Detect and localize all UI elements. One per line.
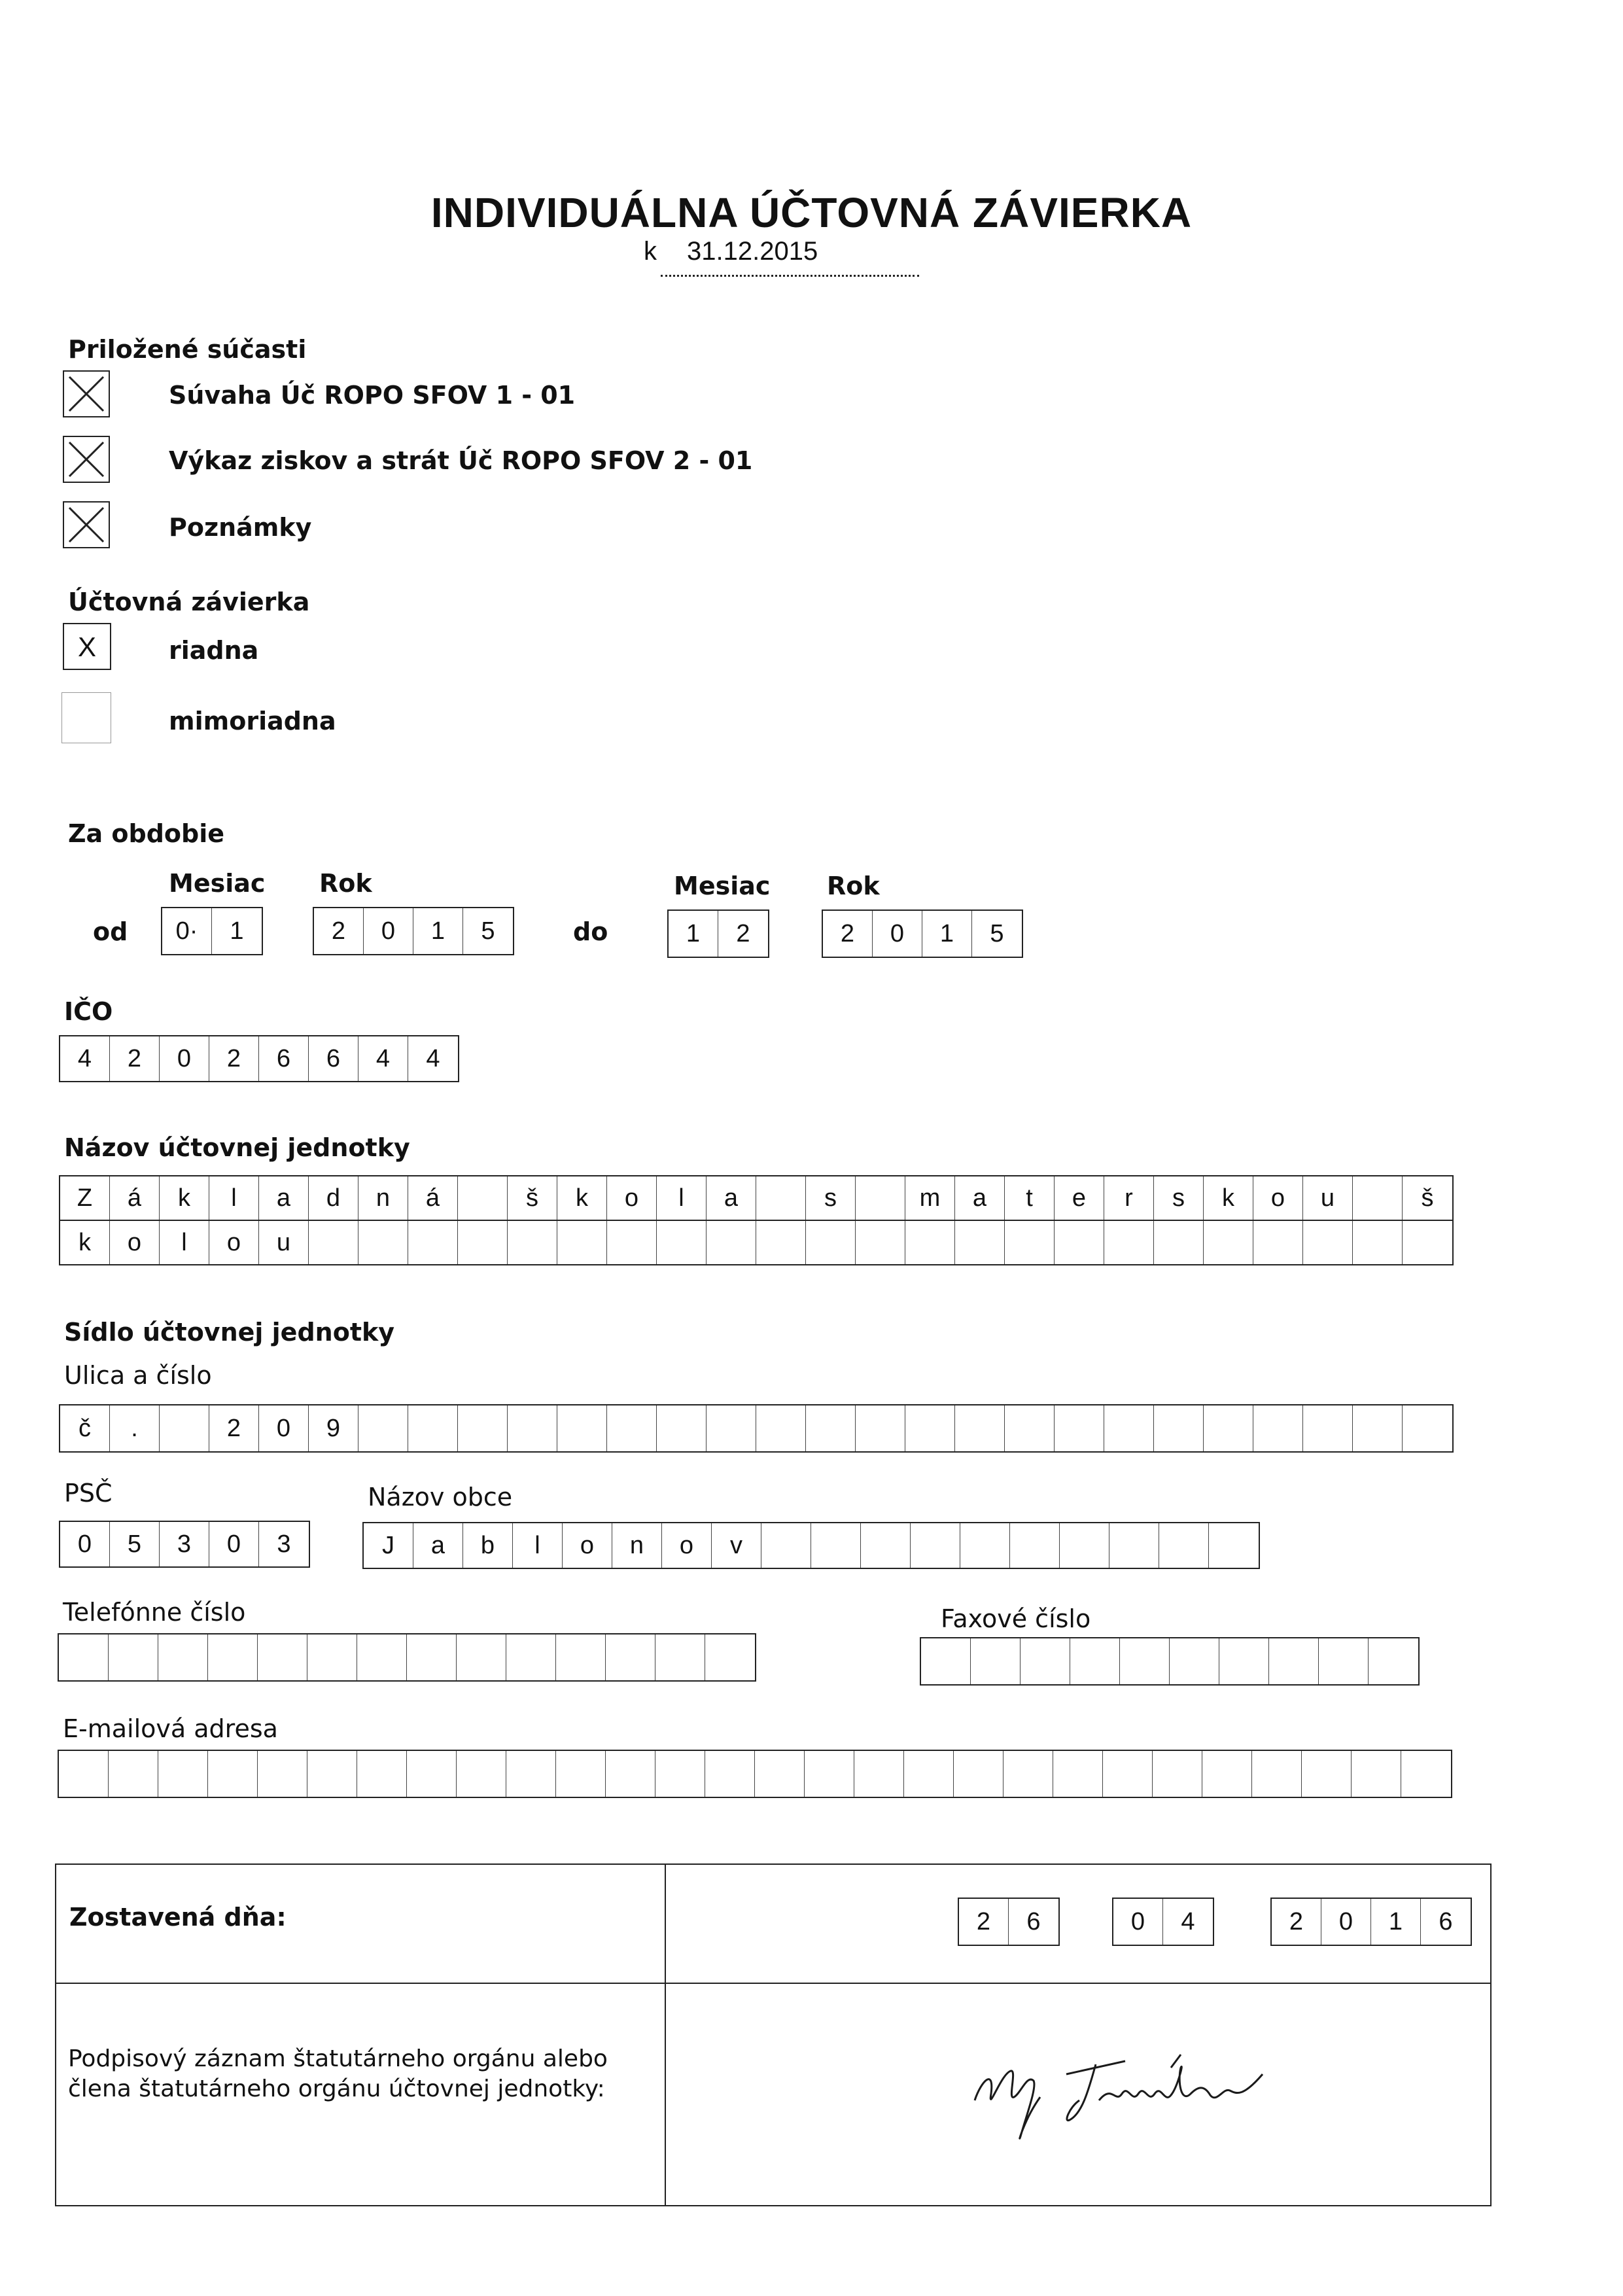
char-cell: s <box>1154 1176 1204 1220</box>
char-cell <box>508 1221 557 1264</box>
attachment-label-profit-loss: Výkaz ziskov a strát Úč ROPO SFOV 2 - 01 <box>169 446 753 475</box>
digit-cell: 6 <box>1439 1907 1453 1935</box>
char-cell <box>856 1405 905 1451</box>
attachment-label-notes: Poznámky <box>169 513 312 542</box>
digit-cell: 0 <box>1113 1899 1163 1945</box>
char-cell: k <box>557 1176 607 1220</box>
attachment-label-balance-sheet: Súvaha Úč ROPO SFOV 1 - 01 <box>169 381 576 410</box>
digit-cell: 0 <box>1321 1899 1371 1945</box>
digit-cell: 2 <box>314 908 364 954</box>
char-cell: v <box>712 1523 761 1568</box>
char-cell <box>1269 1638 1319 1684</box>
signature-label-line-1: Podpisový záznam štatutárneho orgánu alebo <box>68 2045 608 2072</box>
char-cell <box>657 1405 707 1451</box>
entity-name-row-1[interactable] <box>59 1175 1454 1221</box>
char-cell: á <box>408 1176 458 1220</box>
char-cell <box>1369 1638 1418 1684</box>
digit-cell: 1 <box>413 908 463 954</box>
char-cell: k <box>160 1176 209 1220</box>
char-cell <box>458 1221 508 1264</box>
period-heading: Za obdobie <box>68 819 225 848</box>
char-cell: k <box>60 1221 110 1264</box>
char-cell <box>408 1405 458 1451</box>
char-cell: a <box>259 1176 309 1220</box>
cross-mark-icon <box>67 440 106 479</box>
char-cell: e <box>1055 1176 1104 1220</box>
char-cell <box>556 1751 606 1797</box>
char-cell <box>954 1751 1003 1797</box>
char-cell <box>556 1634 606 1680</box>
char-cell <box>1005 1405 1055 1451</box>
char-cell: l <box>513 1523 563 1568</box>
char-cell <box>457 1634 506 1680</box>
char-cell <box>1010 1523 1060 1568</box>
from-label: od <box>93 917 128 946</box>
compiled-year-field[interactable] <box>1270 1898 1472 1946</box>
statement-date: 31.12.2015 <box>687 237 818 266</box>
char-cell <box>606 1634 655 1680</box>
char-cell <box>904 1751 954 1797</box>
date-prefix: k <box>644 237 657 266</box>
char-cell <box>1204 1405 1253 1451</box>
fax-label: Faxové číslo <box>941 1604 1091 1633</box>
digit-cell: 4 <box>1181 1907 1195 1935</box>
char-cell <box>761 1523 811 1568</box>
digit-cell: 2 <box>959 1899 1009 1945</box>
char-cell: 0 <box>259 1405 309 1451</box>
fax-field[interactable] <box>920 1637 1420 1686</box>
char-cell <box>557 1405 607 1451</box>
char-cell <box>307 1634 357 1680</box>
char-cell <box>861 1523 911 1568</box>
checkbox-extraordinary[interactable] <box>61 692 111 743</box>
char-cell <box>1202 1751 1252 1797</box>
char-cell: š <box>508 1176 557 1220</box>
char-cell: l <box>209 1176 259 1220</box>
char-cell <box>1103 1751 1153 1797</box>
char-cell <box>705 1751 755 1797</box>
char-cell: a <box>413 1523 463 1568</box>
char-cell <box>458 1405 508 1451</box>
char-cell <box>1159 1523 1209 1568</box>
char-cell <box>911 1523 960 1568</box>
char-cell <box>1302 1751 1352 1797</box>
digit-cell: 2 <box>736 919 750 947</box>
char-cell: 9 <box>309 1405 358 1451</box>
char-cell <box>109 1751 158 1797</box>
char-cell: 0 <box>209 1522 259 1566</box>
digit-cell: 2 <box>110 1036 160 1081</box>
char-cell <box>1053 1751 1103 1797</box>
digit-cell: 4 <box>60 1036 110 1081</box>
char-cell <box>506 1751 556 1797</box>
char-cell <box>1070 1638 1120 1684</box>
digit-cell: 2 <box>823 911 873 957</box>
char-cell <box>1104 1221 1154 1264</box>
char-cell <box>1055 1221 1104 1264</box>
phone-field[interactable] <box>58 1633 756 1682</box>
char-cell <box>607 1221 657 1264</box>
char-cell <box>1170 1638 1219 1684</box>
char-cell <box>307 1751 357 1797</box>
char-cell <box>705 1634 755 1680</box>
char-cell <box>1055 1405 1104 1451</box>
char-cell: o <box>1253 1176 1303 1220</box>
char-cell <box>856 1221 905 1264</box>
char-cell <box>407 1634 457 1680</box>
char-cell <box>1219 1638 1269 1684</box>
page-title: INDIVIDUÁLNA ÚČTOVNÁ ZÁVIERKA <box>430 189 1193 236</box>
digit-cell: 1 <box>1371 1899 1421 1945</box>
regular-label: riadna <box>169 636 259 665</box>
char-cell <box>971 1638 1021 1684</box>
signature-label-line-2: člena štatutárneho orgánu účtovnej jednotky: <box>68 2075 605 2102</box>
ico-heading: IČO <box>64 997 113 1026</box>
extraordinary-label: mimoriadna <box>169 707 336 735</box>
char-cell: s <box>806 1176 856 1220</box>
digit-cell: 5 <box>990 919 1004 947</box>
char-cell <box>1003 1751 1053 1797</box>
checkbox-balance-sheet[interactable] <box>63 370 110 417</box>
char-cell: š <box>1421 1184 1434 1212</box>
char-cell: l <box>657 1176 707 1220</box>
char-cell <box>1303 1221 1353 1264</box>
digit-cell: 2 <box>209 1036 259 1081</box>
entity-name-row-2[interactable] <box>59 1220 1454 1265</box>
checkbox-notes[interactable] <box>63 501 110 548</box>
email-label: E-mailová adresa <box>63 1714 278 1743</box>
char-cell <box>707 1405 756 1451</box>
char-cell: a <box>707 1176 756 1220</box>
char-cell <box>1253 1405 1303 1451</box>
char-cell <box>1109 1523 1159 1568</box>
to-year-field[interactable] <box>822 910 1023 958</box>
char-cell <box>1252 1751 1302 1797</box>
char-cell <box>357 1634 407 1680</box>
char-cell: . <box>110 1405 160 1451</box>
to-year-label: Rok <box>827 872 880 900</box>
char-cell <box>109 1634 158 1680</box>
char-cell <box>1104 1405 1154 1451</box>
char-cell: n <box>358 1176 408 1220</box>
char-cell <box>1021 1638 1070 1684</box>
char-cell <box>1353 1176 1403 1220</box>
cross-mark-icon <box>67 505 106 544</box>
char-cell <box>1204 1221 1253 1264</box>
char-cell <box>309 1221 358 1264</box>
digit-cell: 1 <box>669 911 718 957</box>
char-cell: č <box>60 1405 110 1451</box>
char-cell <box>756 1176 806 1220</box>
char-cell <box>607 1405 657 1451</box>
char-cell <box>905 1405 955 1451</box>
digit-cell: 4 <box>358 1036 408 1081</box>
char-cell <box>1353 1221 1403 1264</box>
char-cell <box>408 1221 458 1264</box>
char-cell: o <box>110 1221 160 1264</box>
statement-type-heading: Účtovná závierka <box>68 588 310 616</box>
char-cell <box>158 1634 208 1680</box>
compiled-month-field[interactable] <box>1112 1898 1214 1946</box>
char-cell <box>955 1405 1005 1451</box>
char-cell <box>1120 1638 1170 1684</box>
psc-field[interactable] <box>59 1521 310 1568</box>
char-cell <box>208 1751 258 1797</box>
psc-label: PSČ <box>64 1479 113 1508</box>
char-cell <box>960 1523 1010 1568</box>
digit-cell: 6 <box>259 1036 309 1081</box>
char-cell <box>59 1634 109 1680</box>
char-cell <box>258 1634 307 1680</box>
char-cell <box>921 1638 971 1684</box>
entity-name-heading: Názov účtovnej jednotky <box>64 1133 410 1162</box>
street-field[interactable] <box>59 1404 1454 1453</box>
char-cell <box>806 1405 856 1451</box>
char-cell <box>1353 1405 1403 1451</box>
char-cell <box>208 1634 258 1680</box>
char-cell <box>258 1751 307 1797</box>
char-cell <box>606 1751 655 1797</box>
char-cell: Z <box>60 1176 110 1220</box>
to-label: do <box>573 917 608 946</box>
char-cell <box>59 1751 109 1797</box>
char-cell <box>756 1221 806 1264</box>
email-field[interactable] <box>58 1750 1452 1798</box>
char-cell <box>1154 1405 1204 1451</box>
char-cell: 3 <box>277 1530 291 1558</box>
char-cell: o <box>662 1523 712 1568</box>
char-cell <box>755 1751 805 1797</box>
char-cell: u <box>259 1221 309 1264</box>
char-cell <box>811 1523 861 1568</box>
to-month-field[interactable] <box>667 910 769 958</box>
checkbox-profit-loss[interactable] <box>63 436 110 483</box>
footer-divider <box>665 1863 666 2206</box>
footer-row-divider <box>55 1983 1492 1984</box>
digit-cell: 1 <box>922 911 972 957</box>
char-cell <box>1154 1221 1204 1264</box>
char-cell <box>1401 1751 1451 1797</box>
address-heading: Sídlo účtovnej jednotky <box>64 1318 395 1347</box>
char-cell <box>1209 1523 1259 1568</box>
char-cell: o <box>209 1221 259 1264</box>
char-cell <box>407 1751 457 1797</box>
cross-mark-icon <box>67 374 106 414</box>
char-cell <box>657 1221 707 1264</box>
char-cell: 5 <box>110 1522 160 1566</box>
char-cell: 3 <box>160 1522 209 1566</box>
char-cell: a <box>955 1176 1005 1220</box>
digit-cell: 6 <box>309 1036 358 1081</box>
from-month-field[interactable] <box>161 907 263 955</box>
digit-cell: 4 <box>426 1044 440 1072</box>
digit-cell: 2 <box>1272 1899 1321 1945</box>
char-cell <box>506 1634 556 1680</box>
char-cell <box>557 1221 607 1264</box>
char-cell <box>1303 1405 1353 1451</box>
char-cell <box>1403 1221 1452 1264</box>
char-cell <box>806 1221 856 1264</box>
digit-cell: 6 <box>1026 1907 1041 1935</box>
city-label: Názov obce <box>368 1483 513 1511</box>
char-cell: 0 <box>60 1522 110 1566</box>
char-cell <box>458 1176 508 1220</box>
char-cell <box>160 1405 209 1451</box>
char-cell <box>655 1634 705 1680</box>
char-cell: k <box>1204 1176 1253 1220</box>
ico-field[interactable] <box>59 1035 459 1082</box>
from-month-label: Mesiac <box>169 869 266 898</box>
char-cell: u <box>1303 1176 1353 1220</box>
digit-cell: 0· <box>162 908 212 954</box>
char-cell: J <box>364 1523 413 1568</box>
digit-cell: 0 <box>160 1036 209 1081</box>
char-cell: t <box>1005 1176 1055 1220</box>
char-cell <box>955 1221 1005 1264</box>
char-cell <box>358 1221 408 1264</box>
char-cell: o <box>607 1176 657 1220</box>
char-cell: b <box>463 1523 513 1568</box>
street-label: Ulica a číslo <box>64 1361 212 1390</box>
char-cell <box>1253 1221 1303 1264</box>
city-field[interactable] <box>362 1522 1260 1569</box>
digit-cell: 1 <box>230 917 244 945</box>
from-year-field[interactable] <box>313 907 514 955</box>
phone-label: Telefónne číslo <box>63 1598 246 1627</box>
compiled-day-field[interactable] <box>958 1898 1060 1946</box>
digit-cell: 0 <box>364 908 413 954</box>
char-cell <box>358 1405 408 1451</box>
char-cell <box>805 1751 854 1797</box>
char-cell <box>856 1176 905 1220</box>
digit-cell: 5 <box>481 917 495 945</box>
char-cell <box>457 1751 506 1797</box>
char-cell <box>1060 1523 1109 1568</box>
char-cell <box>357 1751 407 1797</box>
char-cell <box>1403 1405 1452 1451</box>
char-cell <box>655 1751 705 1797</box>
char-cell <box>707 1221 756 1264</box>
char-cell: l <box>160 1221 209 1264</box>
char-cell <box>158 1751 208 1797</box>
char-cell <box>1319 1638 1369 1684</box>
char-cell: á <box>110 1176 160 1220</box>
char-cell: o <box>563 1523 612 1568</box>
char-cell: r <box>1104 1176 1154 1220</box>
char-cell: 2 <box>209 1405 259 1451</box>
compiled-label: Zostavená dňa: <box>69 1903 287 1932</box>
char-cell <box>1153 1751 1202 1797</box>
to-month-label: Mesiac <box>674 872 771 900</box>
char-cell: d <box>309 1176 358 1220</box>
char-cell: n <box>612 1523 662 1568</box>
char-cell <box>905 1221 955 1264</box>
char-cell <box>756 1405 806 1451</box>
char-cell <box>854 1751 904 1797</box>
checkbox-regular[interactable]: X <box>63 623 111 670</box>
char-cell: m <box>905 1176 955 1220</box>
digit-cell: 0 <box>873 911 922 957</box>
char-cell <box>1005 1221 1055 1264</box>
char-cell <box>1352 1751 1401 1797</box>
char-cell <box>508 1405 557 1451</box>
signature-image <box>955 2022 1295 2153</box>
attachments-heading: Priložené súčasti <box>68 335 307 364</box>
from-year-label: Rok <box>319 869 372 898</box>
